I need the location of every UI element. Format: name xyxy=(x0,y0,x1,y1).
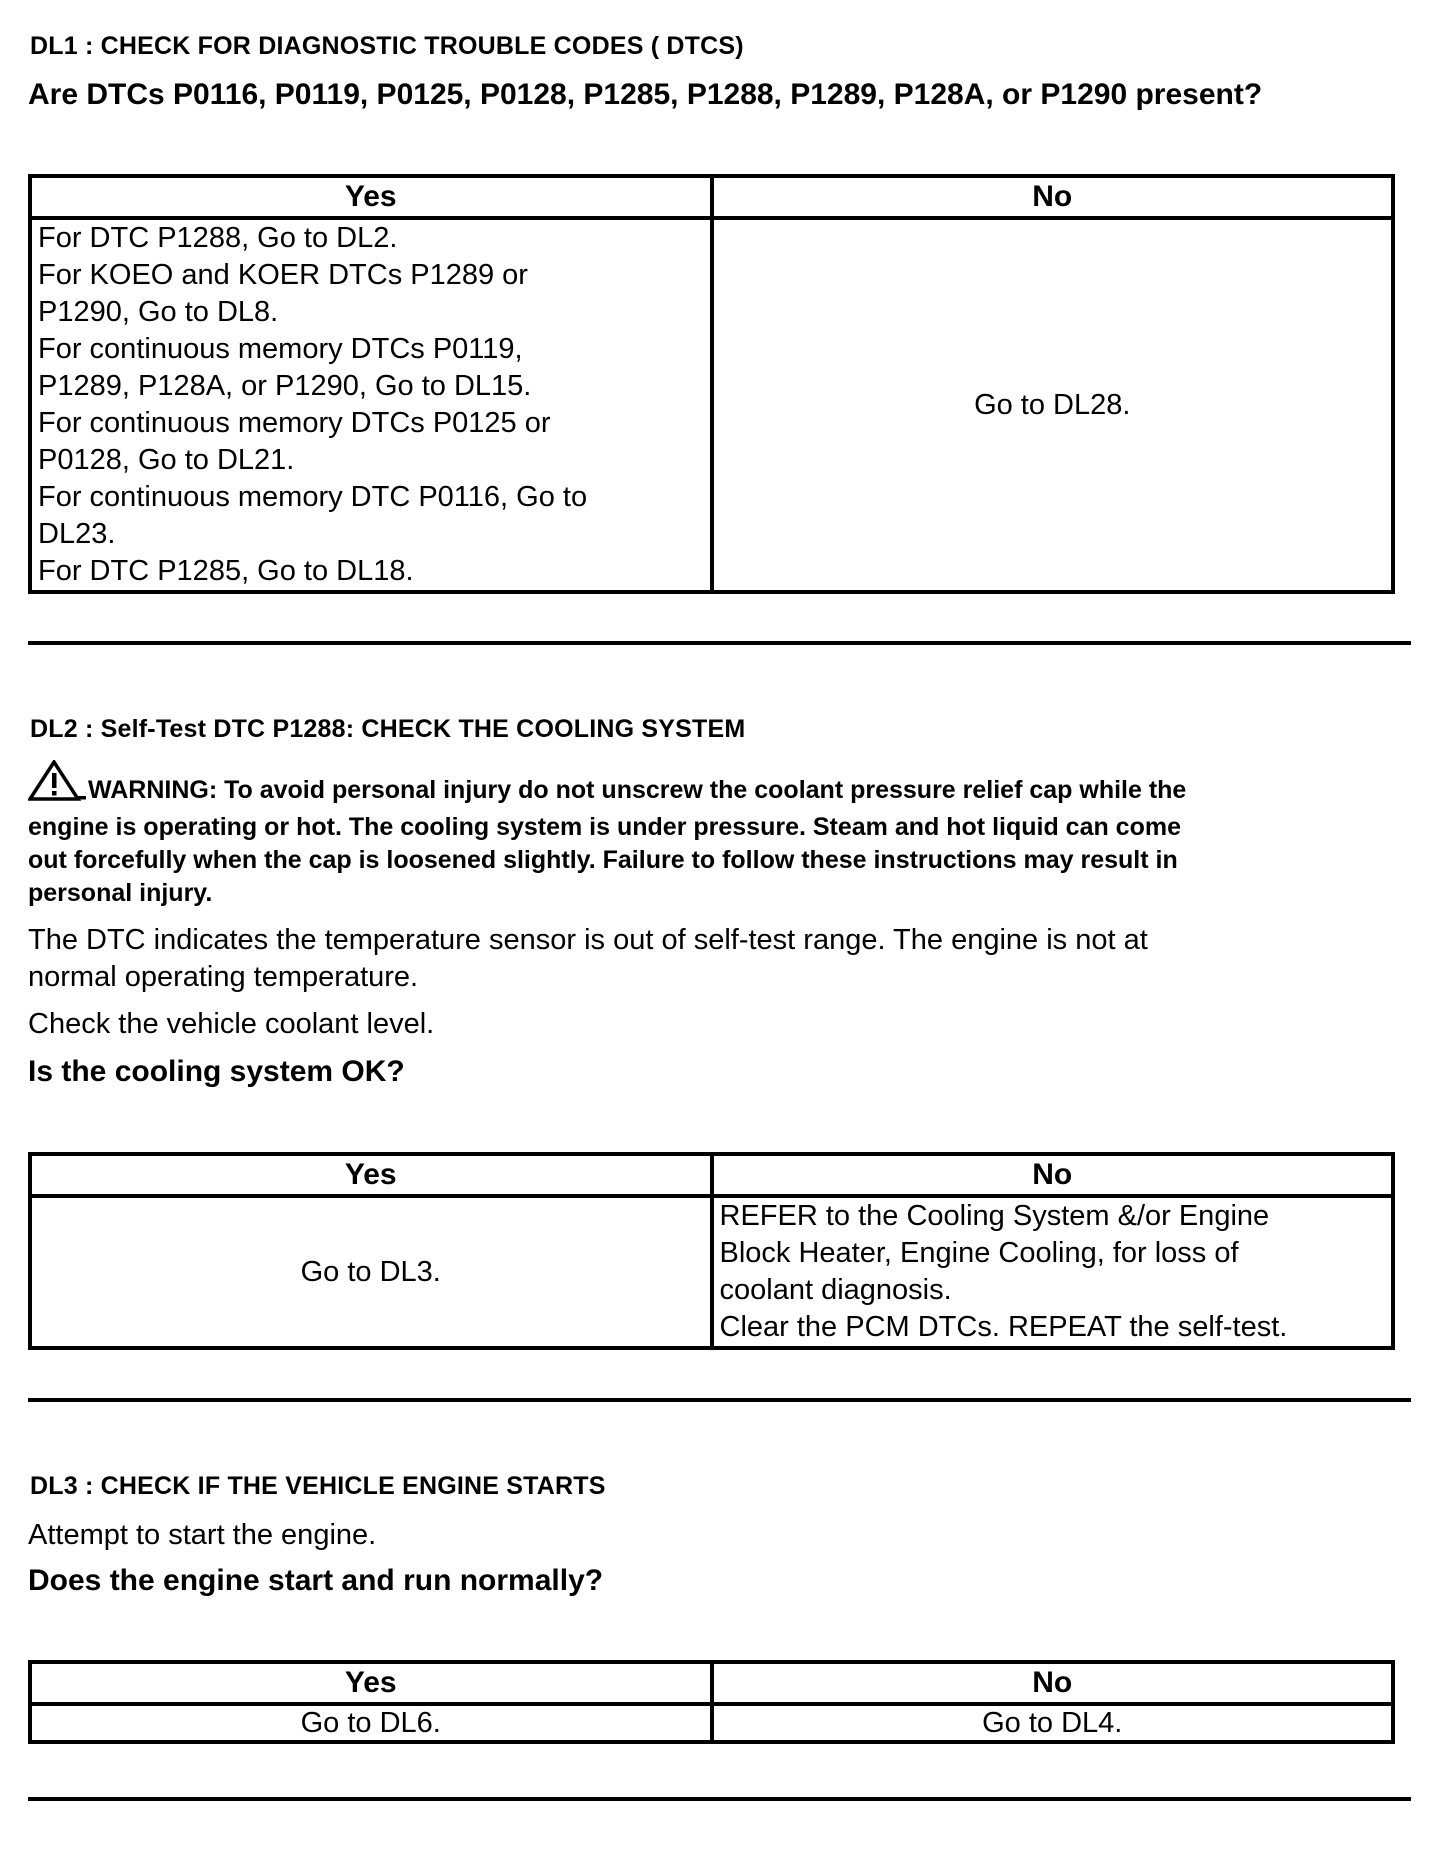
dl1-table xyxy=(28,174,1395,594)
dl1-no-cell: Go to DL28. xyxy=(712,218,1394,592)
dl1-yes-line: P1290, Go to DL8. xyxy=(38,296,279,328)
dl1-yes-line: For continuous memory DTCs P0125 or xyxy=(38,407,551,439)
dl1-yes-line: For KOEO and KOER DTCs P1289 or xyxy=(38,259,528,291)
divider-1 xyxy=(28,641,1411,645)
dl1-yes-line: For continuous memory DTC P0116, Go to xyxy=(38,481,588,513)
dl3-yes-header: Yes xyxy=(30,1662,712,1704)
warning-triangle-icon xyxy=(28,760,86,811)
dl2-no-line: REFER to the Cooling System &/or Engine xyxy=(719,1200,1270,1232)
dl3-question: Does the engine start and run normally? xyxy=(28,1564,604,1597)
dl3-yes-cell: Go to DL6. xyxy=(30,1704,712,1742)
divider-2 xyxy=(28,1398,1411,1402)
dl3-paragraph: Attempt to start the engine. xyxy=(28,1519,377,1551)
dl2-warning-line: personal injury. xyxy=(28,879,213,907)
dl1-yes-line: P0128, Go to DL21. xyxy=(38,444,295,476)
dl2-no-header: No xyxy=(712,1154,1394,1196)
dl1-yes-line: For DTC P1288, Go to DL2. xyxy=(38,222,398,254)
dl3-no-header: No xyxy=(712,1662,1394,1704)
dl2-no-line: Block Heater, Engine Cooling, for loss of xyxy=(719,1237,1239,1269)
dl1-question: Are DTCs P0116, P0119, P0125, P0128, P1285, P1288, P1289, P128A, or P1290 present? xyxy=(28,78,1263,111)
dl2-warning-line: engine is operating or hot. The cooling system is under pressure. Steam and hot liquid can come xyxy=(28,813,1181,841)
dl3-title: DL3 : CHECK IF THE VEHICLE ENGINE STARTS xyxy=(30,1472,606,1500)
dl1-yes-line: For DTC P1285, Go to DL18. xyxy=(38,555,414,587)
dl1-yes-cell xyxy=(30,218,712,592)
dl2-no-line: coolant diagnosis. xyxy=(719,1274,952,1306)
dl2-paragraph-1 xyxy=(28,922,1388,996)
dl2-warning-line: out forcefully when the cap is loosened slightly. Failure to follow these instructions may result in xyxy=(28,846,1178,874)
dl2-no-cell xyxy=(712,1196,1394,1348)
dl2-question: Is the cooling system OK? xyxy=(28,1055,405,1088)
dl2-yes-header: Yes xyxy=(30,1154,712,1196)
dl1-yes-line: For continuous memory DTCs P0119, xyxy=(38,333,523,365)
dl2-warning-line: WARNING: To avoid personal injury do not unscrew the coolant pressure relief cap while the xyxy=(88,776,1187,804)
dl1-yes-header: Yes xyxy=(30,176,712,218)
dl3-no-cell: Go to DL4. xyxy=(712,1704,1394,1742)
dl2-paragraph-line: normal operating temperature. xyxy=(28,961,419,993)
dl2-paragraph-line: The DTC indicates the temperature sensor is out of self-test range. The engine is not at xyxy=(28,924,1148,956)
dl1-title: DL1 : CHECK FOR DIAGNOSTIC TROUBLE CODES ( DTCS) xyxy=(30,32,744,60)
dl1-no-header: No xyxy=(712,176,1394,218)
divider-3 xyxy=(28,1797,1411,1801)
dl2-table xyxy=(28,1152,1395,1350)
dl3-table xyxy=(28,1660,1395,1744)
dl2-no-line: Clear the PCM DTCs. REPEAT the self-test. xyxy=(719,1311,1288,1343)
dl1-yes-line: DL23. xyxy=(38,518,116,550)
dl1-yes-line: P1289, P128A, or P1290, Go to DL15. xyxy=(38,370,532,402)
dl2-paragraph-2: Check the vehicle coolant level. xyxy=(28,1008,435,1040)
dl2-title: DL2 : Self-Test DTC P1288: CHECK THE COOLING SYSTEM xyxy=(30,715,746,743)
dl2-warning xyxy=(28,760,1388,910)
dl2-yes-cell: Go to DL3. xyxy=(30,1196,712,1348)
